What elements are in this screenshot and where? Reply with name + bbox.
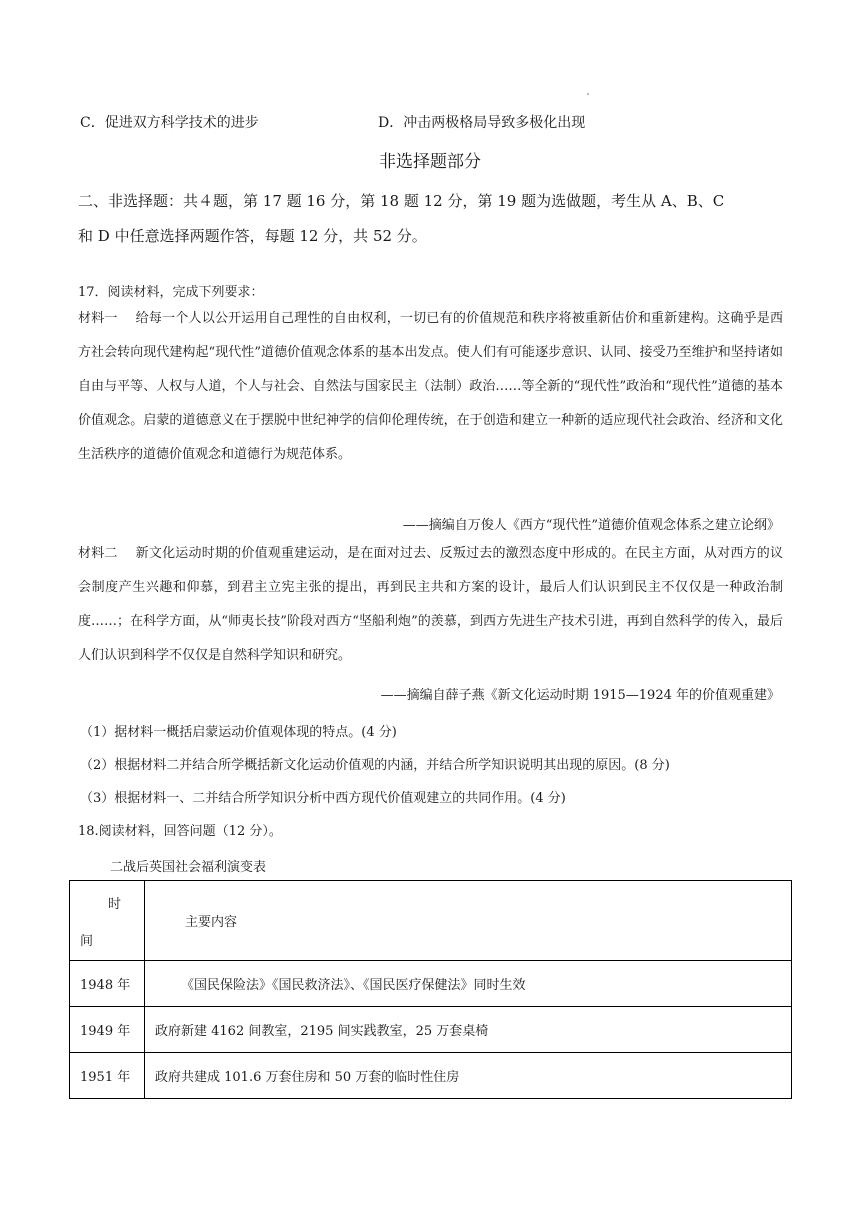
material-1 [78, 302, 783, 472]
scan-dot [587, 93, 589, 95]
header-content: 主要内容 [145, 881, 792, 961]
sub-question-1: （1）据材料一概括启蒙运动价值观体现的特点。(4 分) [80, 725, 397, 740]
table-row [70, 961, 792, 1007]
question-18-header: 18.阅读材料，回答问题（12 分）。 [78, 824, 282, 839]
option-c: C．促进双方科学技术的进步 [80, 115, 259, 131]
sub-question-2: （2）根据材料二并结合所学概括新文化运动价值观的内涵，并结合所学知识说明其出现的原因。(8 分) [80, 758, 670, 773]
material-2-source: ——摘编自薛子燕《新文化运动时期 1915—1924 年的价值观重建》 [380, 688, 780, 703]
question-17-header: 17．阅读材料，完成下列要求： [78, 285, 264, 300]
table-row [70, 1007, 792, 1053]
table-header-row [70, 881, 792, 961]
header-time-top: 时 [108, 896, 122, 912]
header-time-bottom: 间 [80, 933, 94, 949]
option-d: D．冲击两极格局导致多极化出现 [378, 115, 586, 131]
row-content: 政府共建成 101.6 万套住房和 50 万套的临时性住房 [145, 1053, 792, 1099]
material-1-label: 材料一 [78, 311, 118, 326]
material-2 [78, 537, 783, 673]
instructions-line2: 和 D 中任意选择两题作答，每题 12 分，共 52 分。 [78, 227, 427, 245]
instructions-line1: 二、非选择题：共４题，第 17 题 16 分，第 18 题 12 分，第 19 题为选做题，考生从 A、B、C [78, 192, 725, 210]
sub-question-3: （3）根据材料一、二并结合所学知识分析中西方现代价值观建立的共同作用。(4 分) [80, 791, 566, 806]
table-row [70, 1053, 792, 1099]
row-year: 1949 年 [70, 1007, 145, 1053]
row-year: 1951 年 [70, 1053, 145, 1099]
row-year: 1948 年 [70, 961, 145, 1007]
row-content: 《国民保险法》《国民救济法》、《国民医疗保健法》同时生效 [145, 961, 792, 1007]
material-1-source: ——摘编自万俊人《西方“现代性”道德价值观念体系之建立论纲》 [402, 518, 780, 533]
welfare-table [69, 880, 792, 1099]
material-1-text: 给每一个人以公开运用自己理性的自由权利，一切已有的价值规范和秩序将被重新估价和重新建构。这确乎是西方社会转向现代建构起“现代性”道德价值观念体系的基本出发点。使人们有可能逐步意识、认同、接受乃至维护和坚持诸如自由与平等、人权与人道，个人与社会、自然法与国家民主（法制）政治……等全新的“现代性”政治和“现代性”道德的基本价值观念。启蒙的道德意义在于摆脱中世纪神学的信仰伦理传统，在于创造和建立一种新的适应现代社会政治、经济和文化生活秩序的道德价值观念和道德行为规范体系。 [78, 311, 783, 462]
material-2-label: 材料二 [78, 546, 118, 561]
row-content: 政府新建 4162 间教室，2195 间实践教室，25 万套桌椅 [145, 1007, 792, 1053]
part-title: 非选择题部分 [379, 152, 481, 172]
material-2-text: 新文化运动时期的价值观重建运动，是在面对过去、反叛过去的激烈态度中形成的。在民主方面，从对西方的议会制度产生兴趣和仰慕，到君主立宪主张的提出，再到民主共和方案的设计，最后人们认识到民主不仅仅是一种政治制度……；在科学方面，从“师夷长技”阶段对西方“坚船利炮”的羡慕，到西方先进生产技术引进，再到自然科学的传入，最后人们认识到科学不仅仅是自然科学知识和研究。 [78, 546, 783, 663]
header-time [70, 881, 145, 961]
table-title: 二战后英国社会福利演变表 [110, 860, 267, 875]
